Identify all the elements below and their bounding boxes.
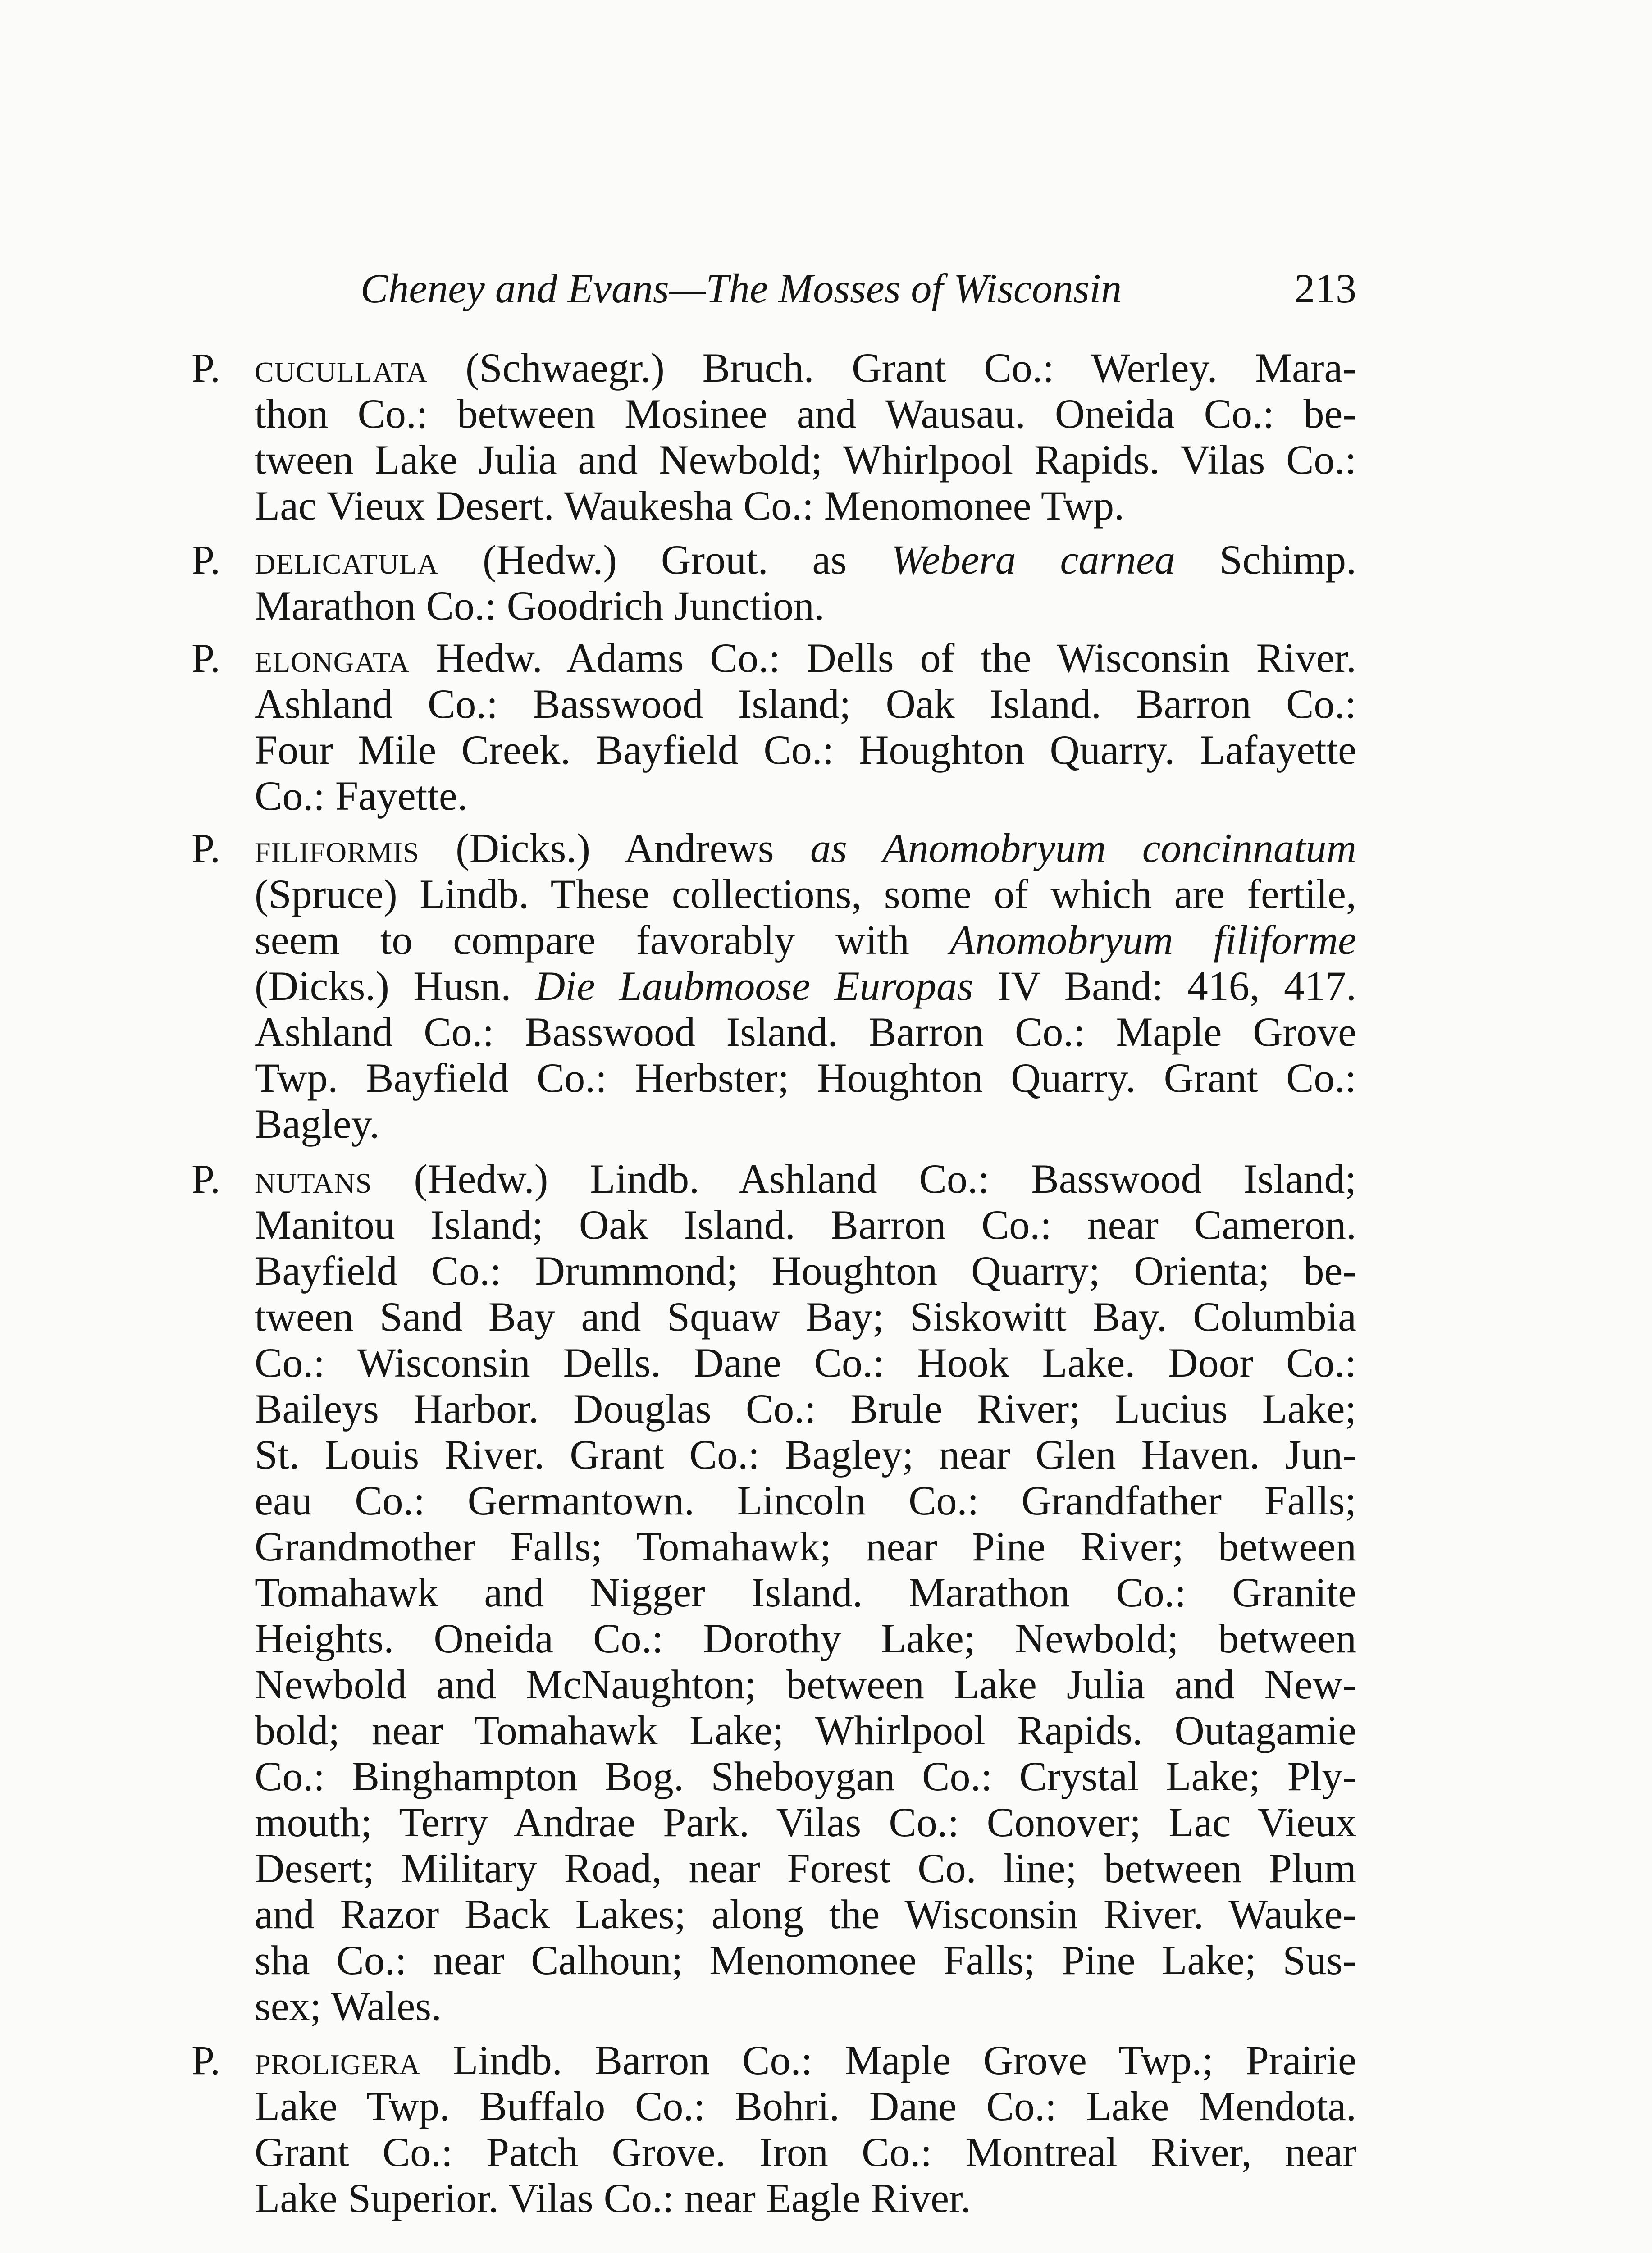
entry-line [255, 1845, 1356, 1891]
entry-text: Lindb. Barron Co.: Maple Grove Twp.; Prairie [420, 2037, 1356, 2083]
entry-line [255, 2083, 1356, 2129]
entry-text: seem to compare favorably with [255, 917, 950, 963]
entry-line [255, 483, 1356, 529]
entry-line [255, 871, 1356, 917]
entry-text: (Dicks.) Andrews [419, 825, 810, 871]
species-entry [183, 345, 1356, 529]
genus-abbreviation: P. [192, 1156, 220, 1202]
entry-line [255, 1661, 1356, 1707]
entry-line [255, 1294, 1356, 1340]
entry-text: (Spruce) Lindb. These collections, some of which are fertile, [255, 871, 1356, 917]
species-name: filiformis [255, 825, 420, 871]
entry-line [255, 825, 1356, 871]
entry-text: Grant Co.: Patch Grove. Iron Co.: Montreal River, near [255, 2129, 1356, 2175]
entry-line [255, 917, 1356, 963]
entry-text: Lake Superior. Vilas Co.: near Eagle River. [255, 2175, 971, 2221]
entry-text: Hedw. Adams Co.: Dells of the Wisconsin River. [410, 635, 1356, 681]
entry-text: Schimp. [1175, 537, 1356, 583]
species-entry [183, 2037, 1356, 2221]
entry-line [255, 1340, 1356, 1386]
entry-text: IV Band: 416, 417. [973, 963, 1356, 1009]
species-entry [183, 825, 1356, 1147]
entry-line [255, 437, 1356, 483]
entry-line [255, 635, 1356, 681]
entry-line [255, 1523, 1356, 1569]
entry-line [255, 1753, 1356, 1799]
entry-text: tween Lake Julia and Newbold; Whirlpool Rapids. Vilas Co.: [255, 437, 1356, 483]
entry-text: (Hedw.) Lindb. Ashland Co.: Basswood Island; [372, 1156, 1356, 1202]
genus-abbreviation: P. [192, 537, 220, 583]
species-entry [183, 1156, 1356, 2029]
entry-text: mouth; Terry Andrae Park. Vilas Co.: Conover; Lac Vieux [255, 1799, 1356, 1845]
entry-text: Bagley. [255, 1101, 380, 1147]
entry-text: Ashland Co.: Basswood Island. Barron Co.: Maple Grove [255, 1009, 1356, 1055]
entry-text: (Schwaegr.) Bruch. Grant Co.: Werley. Mara- [428, 345, 1356, 391]
entry-line [255, 1937, 1356, 1983]
genus-abbreviation: P. [192, 2037, 220, 2083]
species-name: nutans [255, 1156, 372, 1202]
entry-line [255, 2037, 1356, 2083]
entry-line [255, 1707, 1356, 1753]
entry-text: thon Co.: between Mosinee and Wausau. Oneida Co.: be- [255, 391, 1356, 437]
entry-text: Co.: Fayette. [255, 773, 468, 819]
entry-text: and Razor Back Lakes; along the Wisconsin River. Wauke- [255, 1891, 1356, 1937]
entry-line [255, 1009, 1356, 1055]
running-head [361, 252, 1356, 324]
entry-text: Newbold and McNaughton; between Lake Julia and New- [255, 1661, 1356, 1707]
entry-line [255, 1983, 1356, 2029]
entry-text: Twp. Bayfield Co.: Herbster; Houghton Quarry. Grant Co.: [255, 1055, 1356, 1101]
entry-line [255, 1432, 1356, 1478]
entry-text: Four Mile Creek. Bayfield Co.: Houghton Quarry. Lafayette [255, 727, 1356, 773]
entry-text: Co.: Binghampton Bog. Sheboygan Co.: Crystal Lake; Ply- [255, 1753, 1356, 1799]
entry-line [255, 583, 1356, 629]
entry-text: Lac Vieux Desert. Waukesha Co.: Menomonee Twp. [255, 483, 1125, 529]
entry-line [255, 2129, 1356, 2175]
italic-text: Webera carnea [890, 537, 1175, 583]
italic-text: as Anomobryum concinnatum [810, 825, 1356, 871]
entry-line [255, 1101, 1356, 1147]
entry-line [255, 1891, 1356, 1937]
entry-text: Grandmother Falls; Tomahawk; near Pine River; between [255, 1523, 1356, 1569]
entry-line [255, 1386, 1356, 1432]
entry-text: bold; near Tomahawk Lake; Whirlpool Rapids. Outagamie [255, 1707, 1356, 1753]
italic-text: Anomobryum filiforme [949, 917, 1356, 963]
entry-line [255, 963, 1356, 1009]
species-entry [183, 537, 1356, 629]
entry-line [255, 727, 1356, 773]
entry-line [255, 537, 1356, 583]
entry-text: (Dicks.) Husn. [255, 963, 535, 1009]
entry-line [255, 681, 1356, 727]
genus-abbreviation: P. [192, 635, 220, 681]
entry-text: Ashland Co.: Basswood Island; Oak Island. Barron Co.: [255, 681, 1356, 727]
italic-text: Die Laubmoose Europas [535, 963, 973, 1009]
entry-text: Lake Twp. Buffalo Co.: Bohri. Dane Co.: Lake Mendota. [255, 2083, 1356, 2129]
entry-line [255, 1799, 1356, 1845]
entry-text: eau Co.: Germantown. Lincoln Co.: Grandfather Falls; [255, 1478, 1356, 1523]
species-entry [183, 635, 1356, 819]
entry-text: Marathon Co.: Goodrich Junction. [255, 583, 825, 629]
genus-abbreviation: P. [192, 345, 220, 391]
entry-line [255, 1615, 1356, 1661]
species-name: cucullata [255, 345, 428, 391]
species-name: elongata [255, 635, 410, 681]
entry-line [255, 1055, 1356, 1101]
entry-text: (Hedw.) Grout. as [438, 537, 891, 583]
entry-line [255, 1569, 1356, 1615]
entry-line [255, 1478, 1356, 1523]
entry-line [255, 1248, 1356, 1294]
entry-text: sex; Wales. [255, 1983, 442, 2029]
entry-line [255, 773, 1356, 819]
entry-text: Co.: Wisconsin Dells. Dane Co.: Hook Lake. Door Co.: [255, 1340, 1356, 1386]
genus-abbreviation: P. [192, 825, 220, 871]
species-entries [183, 345, 1356, 2221]
species-name: proligera [255, 2037, 421, 2083]
entry-text: sha Co.: near Calhoun; Menomonee Falls; Pine Lake; Sus- [255, 1937, 1356, 1983]
page-number: 213 [1294, 265, 1356, 311]
entry-line [255, 391, 1356, 437]
entry-text: tween Sand Bay and Squaw Bay; Siskowitt Bay. Columbia [255, 1294, 1356, 1340]
species-name: delicatula [255, 537, 439, 583]
entry-line [255, 345, 1356, 391]
entry-text: Desert; Military Road, near Forest Co. line; between Plum [255, 1845, 1356, 1891]
entry-line [255, 2175, 1356, 2221]
entry-line [255, 1156, 1356, 1202]
entry-text: Baileys Harbor. Douglas Co.: Brule River; Lucius Lake; [255, 1386, 1356, 1432]
entry-text: Bayfield Co.: Drummond; Houghton Quarry; Orienta; be- [255, 1248, 1356, 1294]
entry-text: Heights. Oneida Co.: Dorothy Lake; Newbold; between [255, 1615, 1356, 1661]
running-title: Cheney and Evans—The Mosses of Wisconsin [361, 265, 1122, 311]
entry-text: Tomahawk and Nigger Island. Marathon Co.: Granite [255, 1569, 1356, 1615]
entry-text: St. Louis River. Grant Co.: Bagley; near Glen Haven. Jun- [255, 1432, 1356, 1478]
entry-line [255, 1202, 1356, 1248]
entry-text: Manitou Island; Oak Island. Barron Co.: near Cameron. [255, 1202, 1356, 1248]
